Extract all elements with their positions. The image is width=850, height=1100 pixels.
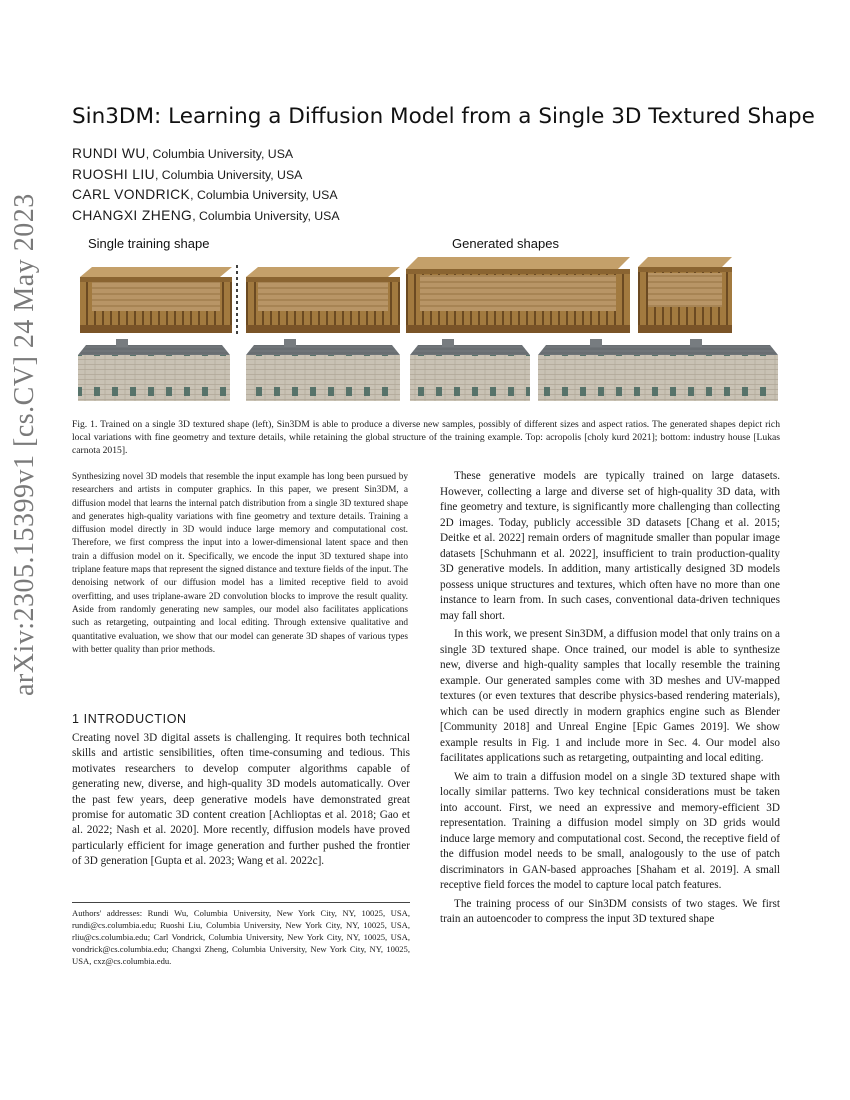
house-generated-2 xyxy=(410,339,530,401)
house-training xyxy=(78,339,230,401)
acropolis-generated-3 xyxy=(638,257,732,333)
author-entry xyxy=(72,146,340,167)
figure-label-training: Single training shape xyxy=(88,236,210,251)
acropolis-generated-1 xyxy=(246,267,400,333)
author-affiliation: , Columbia University, USA xyxy=(190,188,338,202)
author-affiliation: , Columbia University, USA xyxy=(192,208,340,223)
author-list xyxy=(72,146,340,228)
acropolis-generated-2 xyxy=(406,257,630,333)
section-heading: 1 INTRODUCTION xyxy=(72,712,187,726)
author-entry xyxy=(72,187,340,208)
right-paragraph: We aim to train a diffusion model on a single 3D textured shape with locally similar patterns. Two key technical considerations must be taken into account. First, we need an expressive and memory-efficient 3D representation. Training a diffusion model simply on 3D grids would induce large memory and computational cost. Second, the receptive field of the diffusion model needs to be small, analogously to the use of patch discriminators in GAN-based approaches [Shaham et al. 2019]. A small receptive field forces the model to capture local patch features. xyxy=(440,770,780,891)
author-entry xyxy=(72,208,340,229)
author-name: RUOSHI LIU xyxy=(72,166,155,182)
house-generated-3 xyxy=(538,339,778,401)
abstract: Synthesizing novel 3D models that resemble the input example has long been pursued by researchers and artists in computer graphics. In this paper, we present Sin3DM, a diffusion model that learns the internal patch distribution from a single 3D textured shape and generates high-quality variations with fine geometry and texture details. Training a diffusion model directly in 3D would induce large memory and computational cost. Therefore, we first compress the input into a lower-dimensional latent space and then train a diffusion model on it. Specifically, we encode the input 3D textured shape into triplane feature maps that represent the signed distance and texture fields of the input. The denoising network of our diffusion model has a limited receptive field to avoid overfitting, and uses triplane-aware 2D convolution blocks to improve the result quality. Aside from randomly generating new samples, our model also facilitates applications such as retargeting, outpainting and local editing. Through extensive qualitative and quantitative evaluation, we show that our model can generate 3D shapes of various types with better quality than prior methods. xyxy=(72,472,408,655)
author-affiliation: , Columbia University, USA xyxy=(154,167,303,182)
right-column xyxy=(440,469,780,931)
right-paragraph: In this work, we present Sin3DM, a diffusion model that only trains on a single 3D textured shape. Once trained, our model is able to synthesize new, diverse and high-quality samples that locally resemble the training example. Our generated samples come with 3D meshes and UV-mapped textures (or even textures that describe physics-based rendering materials), which can be used directly in modern graphics engine such as Blender [Community 2018] and Unreal Engine [Epic Games 2019]. We show example results in Fig. 1 and include more in Sec. 4. Our model also facilitates applications such as retargeting, outpainting and local editing. xyxy=(440,628,780,764)
author-entry xyxy=(72,167,340,188)
figure-caption: Fig. 1. Trained on a single 3D textured shape (left), Sin3DM is able to produce a diverse new samples, possibly of different sizes and aspect ratios. The generated shapes depict rich local variations with fine geometry and texture details, while retaining the global structure of the training example. Top: acropolis [choly kurd 2021]; bottom: industry house [Lukas carnota 2015]. xyxy=(72,419,780,457)
acropolis-training xyxy=(80,267,232,333)
paper-title: Sin3DM: Learning a Diffusion Model from a Single 3D Textured Shape xyxy=(72,104,815,129)
house-generated-1 xyxy=(246,339,400,401)
footnote: Authors' addresses: Rundi Wu, Columbia University, New York City, NY, 10025, USA, rundi@cs.columbia.edu; Ruoshi Liu, Columbia University, New York City, NY, 10025, USA, rliu@cs.columbia.edu; Carl Vondrick, Columbia University, New York City, NY, 10025, USA, vondrick@cs.columbia.edu; Changxi Zheng, Columbia University, New York City, NY, 10025, USA, cxz@cs.columbia.edu. xyxy=(72,908,410,966)
author-name: CARL VONDRICK xyxy=(72,187,191,202)
figure-label-generated: Generated shapes xyxy=(452,236,559,251)
figure-teaser xyxy=(70,255,782,407)
author-name: RUNDI WU xyxy=(72,146,146,161)
author-name: CHANGXI ZHENG xyxy=(72,207,193,223)
footnote-rule xyxy=(72,902,410,903)
right-paragraph: The training process of our Sin3DM consists of two stages. We first train an autoencoder to compress the input 3D textured shape xyxy=(440,897,780,925)
arxiv-stamp: arXiv:2305.15399v1 [cs.CV] 24 May 2023 xyxy=(9,193,40,696)
intro-paragraph: Creating novel 3D digital assets is challenging. It requires both technical skills and artistic sensibilities, often time-consuming and tedious. This motivates researchers to develop computer algorithms capable of generating new, diverse, and high-quality 3D models automatically. Over the past few years, deep generative models have demonstrated great promise for automatic 3D content creation [Achlioptas et al. 2018; Gao et al. 2022; Nash et al. 2020]. More recently, diffusion models have proved particularly efficient for image generation and further pushed the frontier of 3D generation [Gupta et al. 2023; Wang et al. 2022c]. xyxy=(72,732,410,868)
author-affiliation: , Columbia University, USA xyxy=(145,147,294,161)
right-paragraph: These generative models are typically trained on large datasets. However, collecting a large and diverse set of high-quality 3D data, with fine geometry and texture, is significantly more challenging than collecting 2D images. Today, publicly accessible 3D datasets [Chang et al. 2015; Deitke et al. 2022] remain orders of magnitude smaller than popular image datasets [Schuhmann et al. 2022], insufficient to train production-quality 3D generative models. In addition, many artistically designed 3D models possess unique structures and textures, which often have no more than one instance to learn from. In such cases, conventional data-driven techniques may fall short. xyxy=(440,470,780,622)
